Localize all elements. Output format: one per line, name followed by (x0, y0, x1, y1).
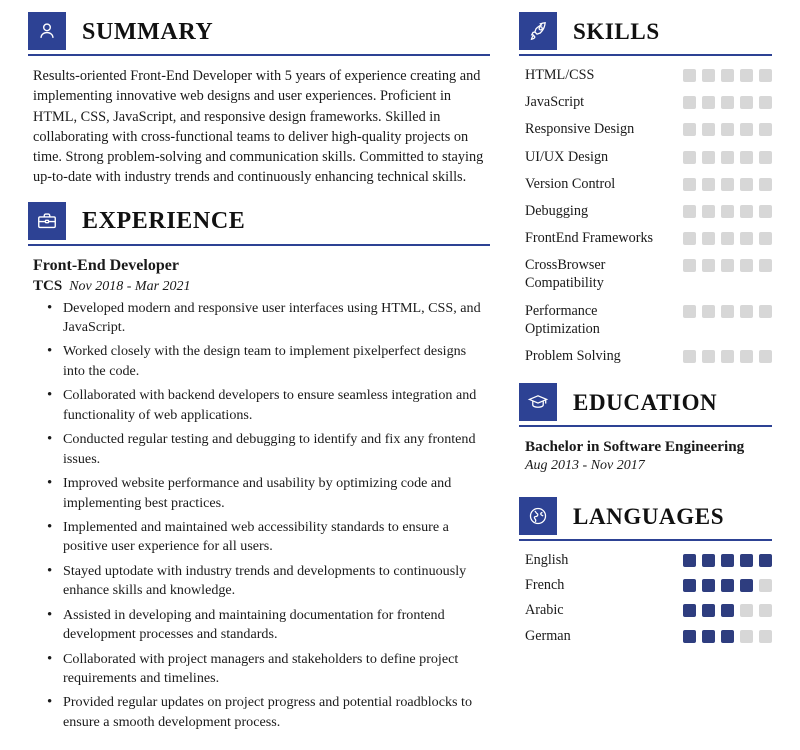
rating-square (740, 350, 753, 363)
list-item: • Worked closely with the design team to implement pixelperfect designs into the code. (61, 342, 490, 381)
rating-square (683, 178, 696, 191)
rating-square (759, 604, 772, 617)
rating-square (702, 69, 715, 82)
list-item: • Stayed uptodate with industry trends and developments to continuously enhance skills and knowledge. (61, 562, 490, 601)
education-header (519, 383, 772, 427)
skill-item (519, 302, 772, 338)
rating-square (702, 205, 715, 218)
rating-square (759, 350, 772, 363)
skill-item-label: Problem Solving (525, 347, 621, 364)
list-item: • Conducted regular testing and debugging to identify and fix any frontend issues. (61, 430, 490, 469)
language-item (519, 576, 772, 594)
rating-square (683, 604, 696, 617)
rating-square (683, 579, 696, 592)
rating-square (683, 350, 696, 363)
rating-square (702, 554, 715, 567)
language-item-rating (683, 601, 772, 617)
rating-square (759, 151, 772, 164)
graduation-cap-icon (519, 383, 557, 421)
language-item-rating (683, 627, 772, 643)
skill-item (519, 120, 772, 138)
rating-square (702, 151, 715, 164)
person-icon (28, 12, 66, 50)
rating-square (759, 579, 772, 592)
rating-square (740, 305, 753, 318)
job-meta (33, 276, 490, 297)
rating-square (759, 205, 772, 218)
rating-square (702, 579, 715, 592)
language-item-rating (683, 551, 772, 567)
rating-square (721, 205, 734, 218)
rating-square (702, 259, 715, 272)
rating-square (759, 259, 772, 272)
education-degree: Bachelor in Software Engineering (525, 438, 745, 456)
skill-item-label: FrontEnd Frameworks (525, 230, 654, 247)
rating-square (683, 259, 696, 272)
rating-square (759, 69, 772, 82)
rating-square (721, 554, 734, 567)
rating-square (702, 630, 715, 643)
rating-square (721, 232, 734, 245)
rating-square (740, 96, 753, 109)
skill-item-label: CrossBrowser Compatibility (525, 257, 606, 292)
skill-item (519, 175, 772, 193)
rating-square (721, 96, 734, 109)
education-section (519, 383, 772, 475)
rating-square (702, 178, 715, 191)
rating-square (702, 604, 715, 617)
language-item-rating (683, 576, 772, 592)
skill-item (519, 66, 772, 84)
rating-square (683, 205, 696, 218)
list-item: • Collaborated with project managers and stakeholders to define project requirements and timelines. (61, 650, 490, 689)
rating-square (721, 579, 734, 592)
list-item: • Implemented and maintained web accessibility standards to ensure a positive user experience for all users. (61, 518, 490, 557)
education-dates: Aug 2013 - Nov 2017 (525, 457, 645, 473)
rating-square (721, 350, 734, 363)
rating-square (683, 96, 696, 109)
languages-header (519, 497, 772, 541)
experience-title: EXPERIENCE (82, 208, 246, 235)
skill-item-label: UI/UX Design (525, 148, 609, 165)
rating-square (721, 123, 734, 136)
rating-square (702, 96, 715, 109)
rating-square (740, 123, 753, 136)
rating-square (683, 151, 696, 164)
skill-item-label: Debugging (525, 202, 589, 219)
rating-square (702, 305, 715, 318)
skill-item (519, 229, 772, 247)
job-role: Front-End Developer (33, 256, 179, 274)
skill-item (519, 148, 772, 166)
skill-item (519, 256, 772, 292)
language-item (519, 627, 772, 645)
rating-square (759, 178, 772, 191)
rating-square (740, 69, 753, 82)
rating-square (759, 232, 772, 245)
skill-item-rating (683, 66, 772, 82)
job-entry (28, 256, 490, 733)
skill-item-rating (683, 148, 772, 164)
languages-section (519, 497, 772, 645)
summary-text: Results-oriented Front-End Developer with 5 years of experience creating and implementing innovative web designs and user experiences. Proficient in HTML, CSS, JavaScript, and responsive design frameworks. Skilled in collaborating with cross-functional teams to deliver high-quality projects on time. Strong problem-solving and communication skills. Committed to staying up-to-date with industry trends and continuously enhancing technical skills. (33, 68, 484, 186)
job-dates: Nov 2018 - Mar 2021 (69, 278, 191, 294)
skill-item-label: HTML/CSS (525, 67, 595, 83)
skill-item (519, 93, 772, 111)
language-item-label: German (525, 627, 571, 644)
rating-square (759, 123, 772, 136)
rating-square (683, 554, 696, 567)
skill-item (519, 347, 772, 365)
experience-header (28, 202, 490, 246)
skills-section (519, 12, 772, 365)
rating-square (740, 630, 753, 643)
rating-square (759, 630, 772, 643)
rocket-icon (519, 12, 557, 50)
skill-item-label: Version Control (525, 175, 616, 192)
rating-square (740, 205, 753, 218)
rating-square (740, 178, 753, 191)
right-column (519, 12, 772, 652)
rating-square (759, 305, 772, 318)
rating-square (702, 232, 715, 245)
rating-square (702, 123, 715, 136)
language-item (519, 551, 772, 569)
rating-square (721, 604, 734, 617)
experience-section (28, 202, 490, 733)
job-company: TCS (33, 277, 63, 294)
rating-square (683, 69, 696, 82)
languages-list (519, 551, 772, 645)
rating-square (721, 259, 734, 272)
skills-title: SKILLS (573, 19, 660, 44)
rating-square (759, 554, 772, 567)
education-title: EDUCATION (573, 390, 718, 416)
languages-title: LANGUAGES (573, 504, 725, 529)
language-item-label: French (525, 577, 565, 594)
skill-item-rating (683, 93, 772, 109)
skill-item (519, 202, 772, 220)
summary-header (28, 12, 490, 56)
skill-item-label: Performance Optimization (525, 302, 600, 337)
list-item: • Provided regular updates on project progress and potential roadblocks to ensure a smooth development process. (61, 693, 490, 732)
skill-item-rating (683, 175, 772, 191)
job-bullet-list (28, 299, 490, 733)
rating-square (721, 630, 734, 643)
skill-item-rating (683, 256, 772, 272)
skills-header (519, 12, 772, 56)
skill-item-rating (683, 202, 772, 218)
rating-square (740, 232, 753, 245)
rating-square (683, 123, 696, 136)
rating-square (721, 305, 734, 318)
list-item: • Developed modern and responsive user interfaces using HTML, CSS, and JavaScript. (61, 299, 490, 338)
rating-square (683, 630, 696, 643)
skill-item-rating (683, 229, 772, 245)
language-item-label: English (525, 552, 569, 568)
skill-item-label: Responsive Design (525, 121, 635, 138)
language-item (519, 601, 772, 619)
rating-square (740, 259, 753, 272)
skill-item-rating (683, 347, 772, 363)
rating-square (721, 69, 734, 82)
rating-square (683, 232, 696, 245)
left-column (28, 12, 490, 737)
summary-title: SUMMARY (82, 18, 214, 45)
globe-icon (519, 497, 557, 535)
list-item: • Collaborated with backend developers to ensure seamless integration and functionality of web applications. (61, 386, 490, 425)
rating-square (683, 305, 696, 318)
rating-square (721, 151, 734, 164)
skill-item-label: JavaScript (525, 94, 585, 111)
rating-square (721, 178, 734, 191)
list-item: • Assisted in developing and maintaining documentation for frontend development processes and standards. (61, 606, 490, 645)
rating-square (702, 350, 715, 363)
rating-square (740, 579, 753, 592)
list-item: • Improved website performance and usability by optimizing code and implementing best practices. (61, 474, 490, 513)
language-item-label: Arabic (525, 602, 564, 619)
rating-square (759, 96, 772, 109)
rating-square (740, 554, 753, 567)
skills-list (519, 66, 772, 365)
summary-section (28, 12, 490, 188)
skill-item-rating (683, 302, 772, 318)
rating-square (740, 151, 753, 164)
skill-item-rating (683, 120, 772, 136)
rating-square (740, 604, 753, 617)
education-entry (519, 437, 772, 475)
briefcase-icon (28, 202, 66, 240)
